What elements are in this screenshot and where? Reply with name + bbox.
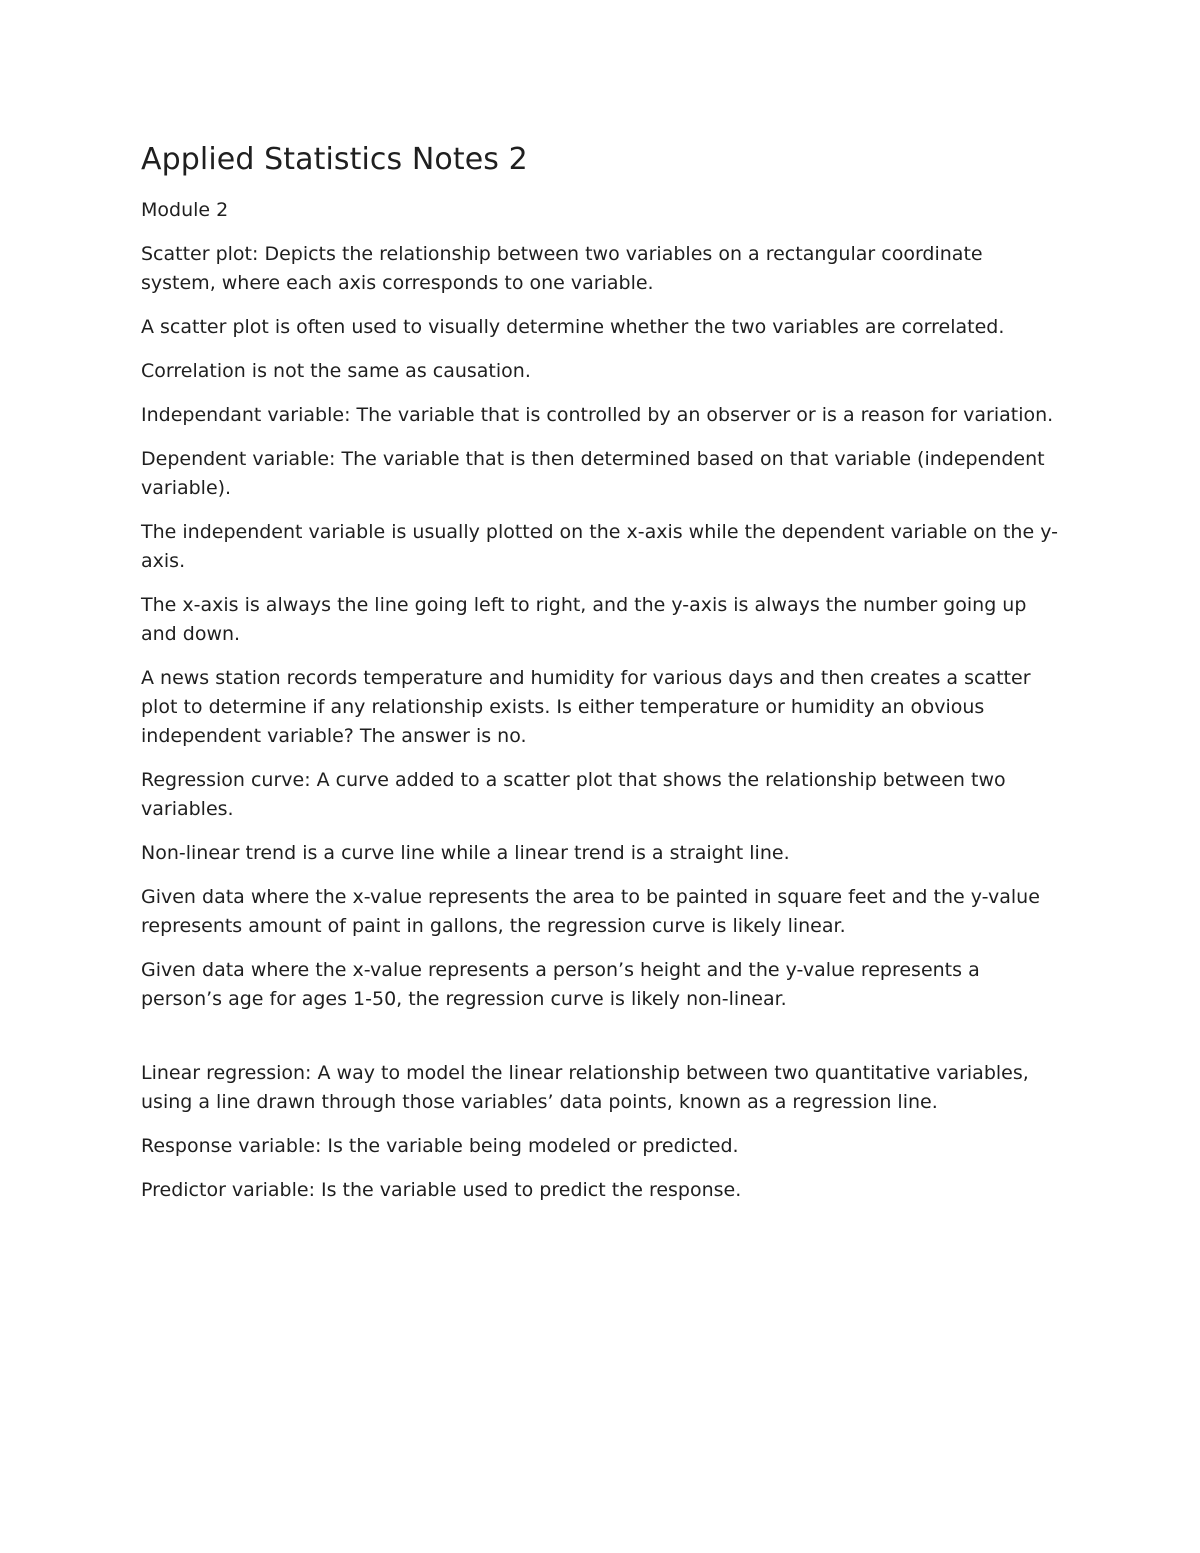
page-title: Applied Statistics Notes 2 (141, 142, 528, 177)
paragraph-response-variable: Response variable: Is the variable being modeled or predicted. (141, 1135, 739, 1157)
paragraph-paint-example: Given data where the x-value represents the area to be painted in square feet and the y-value represents amount of paint in gallons, the regression curve is likely linear. (141, 886, 1040, 937)
paragraph-correlation-causation: Correlation is not the same as causation. (141, 360, 531, 382)
paragraph-dependent-variable: Dependent variable: The variable that is then determined based on that variable (independent variable). (141, 448, 1045, 499)
module-heading: Module 2 (141, 199, 229, 221)
paragraph-predictor-variable: Predictor variable: Is the variable used to predict the response. (141, 1179, 742, 1201)
paragraph-scatter-plot-definition: Scatter plot: Depicts the relationship between two variables on a rectangular coordinate system, where each axis corresponds to one variable. (141, 243, 983, 294)
paragraph-linear-vs-nonlinear: Non-linear trend is a curve line while a linear trend is a straight line. (141, 842, 790, 864)
paragraph-regression-curve: Regression curve: A curve added to a scatter plot that shows the relationship between two variables. (141, 769, 1006, 820)
document-body (141, 138, 1061, 1205)
paragraph-axis-plotting: The independent variable is usually plotted on the x-axis while the dependent variable on the y-axis. (141, 521, 1058, 572)
paragraph-height-age-example: Given data where the x-value represents a person’s height and the y-value represents a person’s age for ages 1-50, the regression curve is likely non-linear. (141, 959, 980, 1010)
paragraph-axis-direction: The x-axis is always the line going left to right, and the y-axis is always the number going up and down. (141, 594, 1027, 645)
paragraph-independent-variable: Independant variable: The variable that is controlled by an observer or is a reason for variation. (141, 404, 1054, 426)
paragraph-news-station-example: A news station records temperature and humidity for various days and then creates a scatter plot to determine if any relationship exists. Is either temperature or humidity an obvious independent variable? The answer is no. (141, 667, 1031, 747)
paragraph-linear-regression: Linear regression: A way to model the linear relationship between two quantitative variables, using a line drawn through those variables’ data points, known as a regression line. (141, 1062, 1029, 1113)
paragraph-scatter-plot-correlation: A scatter plot is often used to visually determine whether the two variables are correlated. (141, 316, 1005, 338)
